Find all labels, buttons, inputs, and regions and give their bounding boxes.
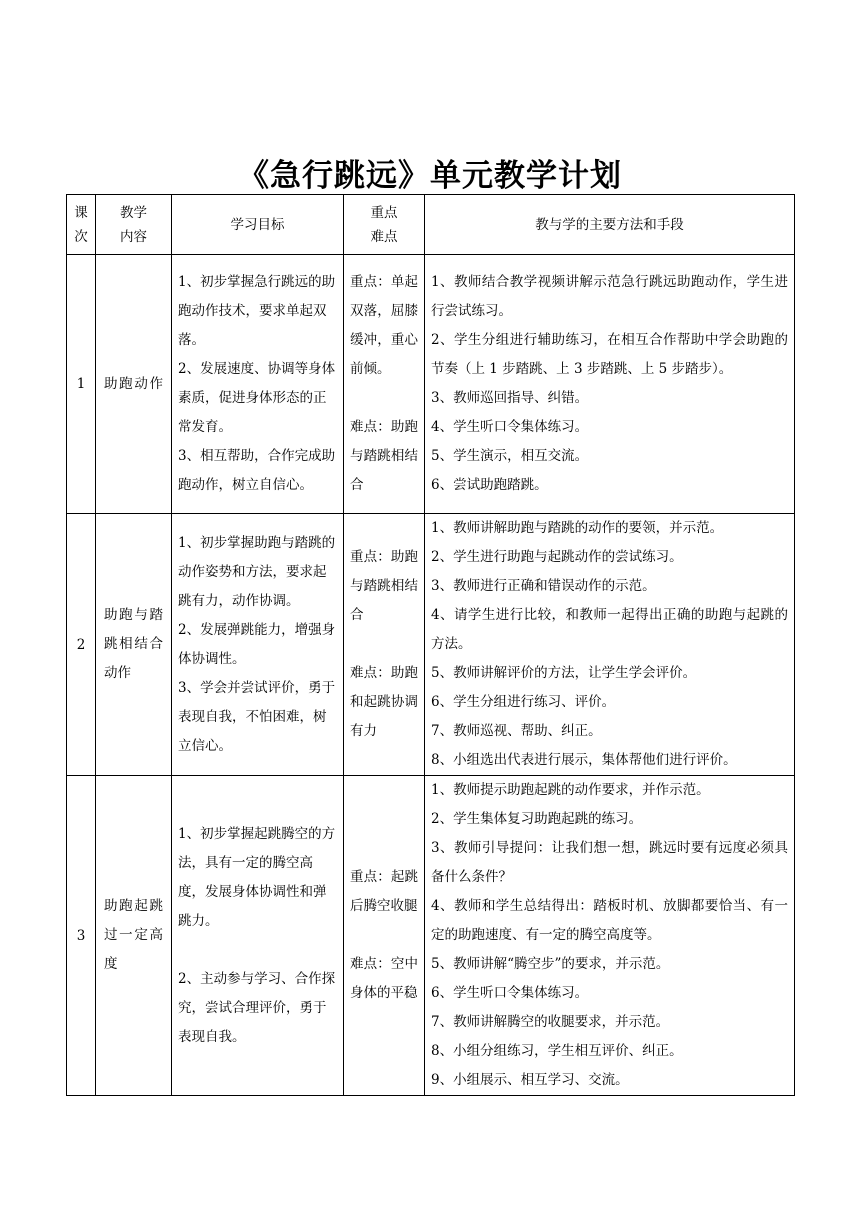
method-item: 3、教师进行正确和错误动作的示范。 [431, 578, 656, 594]
table-row [67, 255, 795, 514]
lesson-methods [425, 776, 795, 1096]
lesson-key-points [344, 776, 425, 1096]
goal-item: 2、发展速度、协调等身体素质，促进身体形态的正常发育。 [178, 361, 336, 435]
header-method: 教与学的主要方法和手段 [425, 195, 795, 255]
difficulty-point: 难点：助跑与踏跳相结合 [350, 419, 418, 493]
method-item: 1、教师结合教学视频讲解示范急行跳远助跑动作，学生进行尝试练习。 [431, 274, 788, 319]
key-point: 重点：单起双落，屈膝缓冲，重心前倾。 [350, 274, 418, 377]
lesson-content: 助跑动作 [96, 255, 172, 514]
method-item: 2、学生分组进行辅助练习，在相互合作帮助中学会助跑的节奏（上 1 步踏跳、上 3 步踏跳、上 5 步踏步）。 [431, 332, 788, 377]
method-item: 6、学生听口令集体练习。 [431, 985, 589, 1001]
method-item: 3、教师巡回指导、纠错。 [431, 390, 589, 406]
method-item: 2、学生集体复习助跑起跳的练习。 [431, 811, 643, 827]
goal-item: 3、学会并尝试评价，勇于表现自我，不怕困难，树立信心。 [178, 679, 336, 754]
header-key: 重点 难点 [344, 195, 425, 255]
method-item: 7、教师巡视、帮助、纠正。 [431, 723, 602, 739]
lesson-content: 助跑起跳过一定高度 [96, 776, 172, 1096]
table-row [67, 514, 795, 776]
page-title: 《急行跳远》单元教学计划 [238, 158, 622, 194]
goal-item: 1、初步掌握急行跳远的助跑动作技术，要求单起双落。 [178, 274, 336, 348]
lesson-plan-table [66, 194, 795, 1096]
header-no: 课 次 [67, 195, 96, 255]
method-item: 8、小组分组练习，学生相互评价、纠正。 [431, 1043, 683, 1059]
lesson-number: 1 [67, 255, 96, 514]
method-item: 3、教师引导提问：让我们想一想，跳远时要有远度必须具备什么条件？ [431, 840, 788, 885]
goal-item: 3、相互帮助，合作完成助跑动作，树立自信心。 [178, 448, 336, 493]
lesson-goals [172, 514, 344, 776]
method-item: 6、学生分组进行练习、评价。 [431, 694, 616, 710]
method-item: 1、教师提示助跑起跳的动作要求，并作示范。 [431, 782, 710, 798]
lesson-key-points [344, 255, 425, 514]
goal-item: 2、主动参与学习、合作探究，尝试合理评价，勇于表现自我。 [178, 970, 336, 1045]
goal-item: 1、初步掌握助跑与踏跳的动作姿势和方法，要求起跳有力，动作协调。 [178, 534, 336, 609]
lesson-number: 3 [67, 776, 96, 1096]
goal-item: 2、发展弹跳能力，增强身体协调性。 [178, 621, 336, 667]
method-item: 9、小组展示、相互学习、交流。 [431, 1072, 629, 1088]
difficulty-point: 难点：空中身体的平稳 [350, 956, 418, 1001]
key-point: 重点：助跑与踏跳相结合 [350, 549, 418, 623]
lesson-methods [425, 255, 795, 514]
method-item: 4、请学生进行比较，和教师一起得出正确的助跑与起跳的方法。 [431, 607, 788, 652]
method-item: 5、教师讲解“腾空步”的要求，并示范。 [431, 956, 670, 972]
header-goal: 学习目标 [172, 195, 344, 255]
lesson-content: 助跑与踏跳相结合动作 [96, 514, 172, 776]
method-item: 7、教师讲解腾空的收腿要求，并示范。 [431, 1014, 670, 1030]
method-item: 5、教师讲解评价的方法，让学生学会评价。 [431, 665, 697, 681]
method-item: 8、小组选出代表进行展示，集体帮他们进行评价。 [431, 752, 737, 768]
table-row [67, 776, 795, 1096]
lesson-methods [425, 514, 795, 776]
method-item: 5、学生演示，相互交流。 [431, 448, 589, 464]
method-item: 4、教师和学生总结得出：踏板时机、放脚都要恰当、有一定的助跑速度、有一定的腾空高度等。 [431, 898, 788, 943]
method-item: 1、教师讲解助跑与踏跳的动作的要领，并示范。 [431, 520, 724, 536]
key-point: 重点：起跳后腾空收腿 [350, 869, 418, 914]
method-item: 4、学生听口令集体练习。 [431, 419, 589, 435]
header-row [67, 195, 795, 255]
lesson-number: 2 [67, 514, 96, 776]
lesson-key-points [344, 514, 425, 776]
lesson-goals [172, 776, 344, 1096]
lesson-goals [172, 255, 344, 514]
header-content: 教学 内容 [96, 195, 172, 255]
difficulty-point: 难点：助跑和起跳协调有力 [350, 665, 418, 739]
goal-item: 1、初步掌握起跳腾空的方法，具有一定的腾空高度，发展身体协调性和弹跳力。 [178, 825, 336, 929]
method-item: 2、学生进行助跑与起跳动作的尝试练习。 [431, 549, 683, 565]
method-item: 6、尝试助跑踏跳。 [431, 477, 548, 493]
